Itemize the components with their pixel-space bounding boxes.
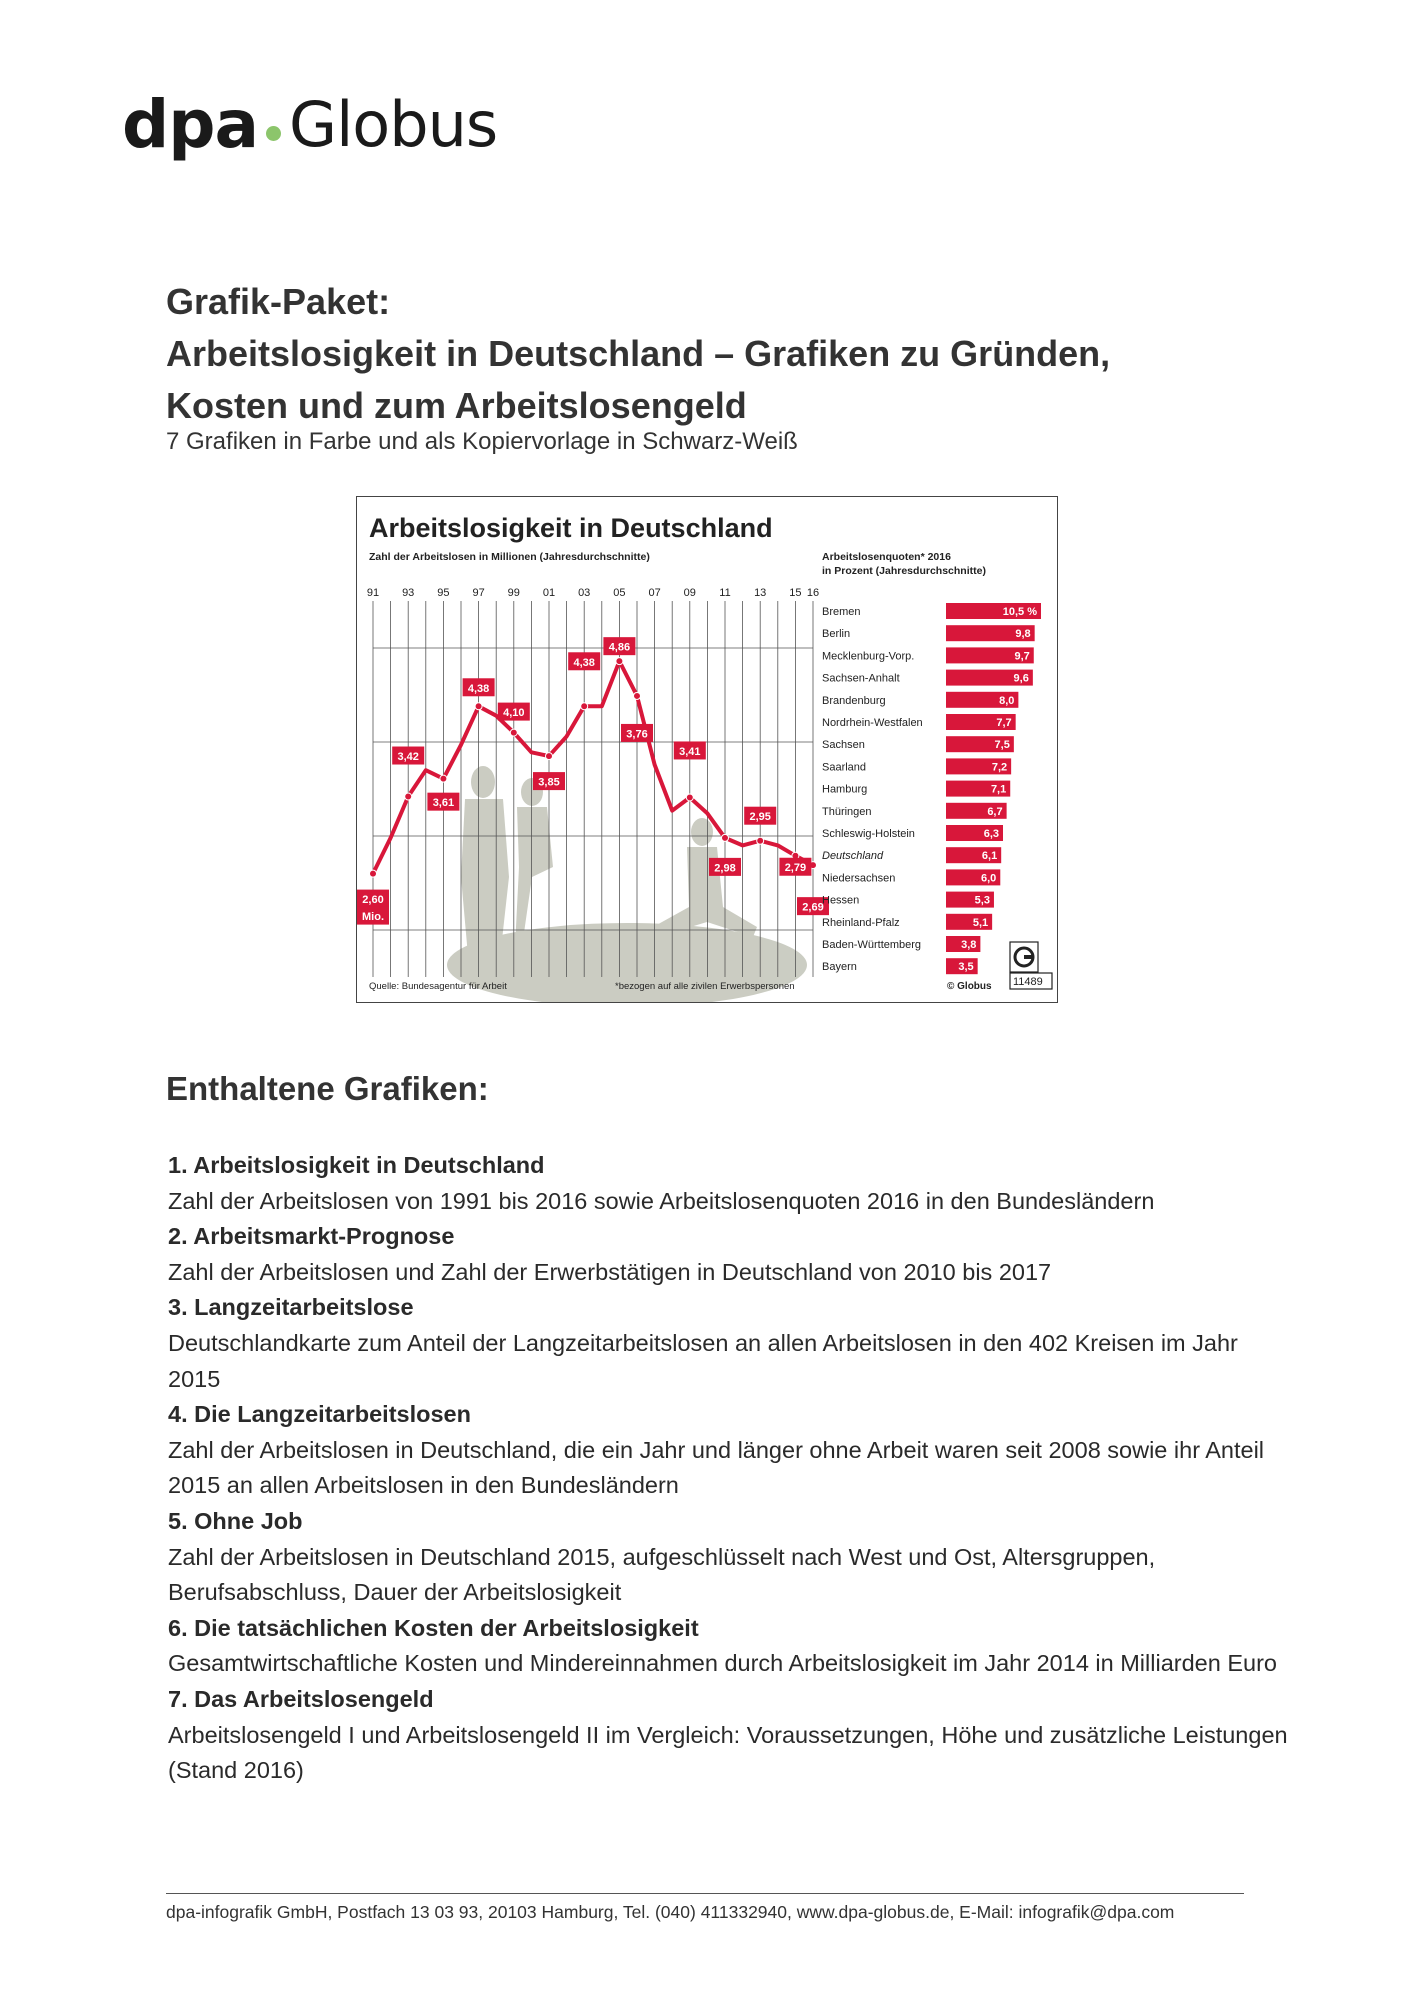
content-item-title: 7. Das Arbeitslosengeld: [168, 1685, 434, 1712]
content-item: [168, 1219, 1288, 1290]
bar-category-label: Thüringen: [822, 805, 872, 818]
bar-category-label: Brandenburg: [822, 694, 886, 707]
year-tick-label: 93: [402, 587, 415, 599]
year-tick-label: 15: [789, 587, 802, 599]
bar-value-label: 3,8: [961, 939, 977, 951]
line-point: [546, 753, 553, 760]
page-subtitle: 7 Grafiken in Farbe und als Kopiervorlage in Schwarz-Weiß: [166, 428, 798, 455]
logo-globus-text: Globus: [289, 88, 498, 161]
infographic-code: 11489: [1013, 976, 1043, 988]
bar-value-label: 6,3: [983, 828, 999, 840]
year-tick-label: 95: [437, 587, 450, 599]
bar-value-label: 5,3: [974, 894, 990, 907]
content-item: [168, 1148, 1288, 1219]
line-point: [634, 692, 641, 699]
line-point: [686, 794, 693, 801]
content-item-description: Zahl der Arbeitslosen von 1991 bis 2016 sowie Arbeitslosenquoten 2016 in den Bundesländern: [168, 1187, 1155, 1214]
bar-category-label: Mecklenburg-Vorp.: [822, 650, 915, 663]
year-tick-label: 01: [542, 587, 556, 599]
line-data-label: 4,10: [503, 707, 525, 720]
content-item-description: Zahl der Arbeitslosen und Zahl der Erwerbstätigen in Deutschland von 2010 bis 2017: [168, 1258, 1052, 1285]
bar-value-label: 6,0: [980, 872, 997, 885]
content-item-description: Gesamtwirtschaftliche Kosten und Mindereinnahmen durch Arbeitslosigkeit im Jahr 2014 in Milliarden Euro: [168, 1650, 1277, 1677]
year-tick-label: 03: [578, 587, 591, 599]
infographic-source: Quelle: Bundesagentur für Arbeit: [369, 981, 507, 992]
contents-title: Enthaltene Grafiken:: [166, 1070, 489, 1107]
bar-category-label: Deutschland: [822, 850, 884, 863]
infographic-right-subtitle-2: in Prozent (Jahresdurchschnitte): [822, 565, 986, 577]
footer-divider: [166, 1893, 1244, 1894]
line-data-label: 4,38: [467, 682, 490, 695]
bar-value-label: 3,5: [958, 961, 974, 974]
content-item: [168, 1682, 1288, 1789]
content-item-description: Zahl der Arbeitslosen in Deutschland 2015, aufgeschlüsselt nach West und Ost, Altersgruppen, Berufsabschluss, Dauer der Arbeitslosigkeit: [168, 1543, 1156, 1606]
title-line-2: Arbeitslosigkeit in Deutschland – Grafiken zu Gründen,: [166, 333, 1111, 374]
line-data-label: 4,86: [608, 641, 631, 654]
line-data-label: 3,61: [432, 797, 455, 810]
line-data-label: 3,85: [538, 776, 560, 789]
year-tick-label: 13: [754, 587, 767, 599]
line-data-labels: [357, 637, 829, 924]
line-data-label: Mio.: [362, 911, 384, 924]
line-data-label: 3,41: [679, 745, 701, 758]
line-point: [440, 775, 447, 782]
bar-value-label: 6,1: [981, 850, 998, 863]
line-data-label: 2,69: [802, 901, 824, 914]
bar-chart-quoten: [822, 603, 1041, 974]
content-item-description: Deutschlandkarte zum Anteil der Langzeitarbeitslosen an allen Arbeitslosen in den 402 Kreisen im Jahr 2015: [168, 1329, 1238, 1392]
line-point: [616, 658, 623, 665]
bar-value-label: 9,8: [1015, 628, 1031, 641]
line-point: [722, 834, 729, 841]
bar-value-label: 6,7: [987, 805, 1003, 818]
content-item-title: 1. Arbeitslosigkeit in Deutschland: [168, 1152, 545, 1178]
bar-value-label: 10,5 %: [1002, 606, 1037, 618]
content-item: [168, 1611, 1288, 1682]
content-item: [168, 1397, 1288, 1504]
content-item-description: Zahl der Arbeitslosen in Deutschland, die ein Jahr und länger ohne Arbeit waren seit 2008 sowie ihr Anteil 2015 an allen Arbeitslosen in den Bundesländern: [168, 1436, 1265, 1499]
bar-category-label: Bremen: [822, 606, 861, 618]
content-item-title: 3. Langzeitarbeitslose: [168, 1294, 414, 1321]
line-data-label: 2,79: [784, 862, 807, 875]
line-data-label: 3,76: [626, 728, 648, 741]
line-data-label: 2,95: [749, 811, 771, 824]
content-item-description: Arbeitslosengeld I und Arbeitslosengeld II im Vergleich: Voraussetzungen, Höhe und zusätzliche Leistungen (Stand 2016): [168, 1721, 1288, 1784]
year-tick-label: 09: [683, 587, 696, 599]
infographic-copyright: © Globus: [947, 981, 992, 992]
line-point: [510, 729, 517, 736]
bar-category-label: Hamburg: [822, 783, 868, 796]
line-point: [370, 870, 377, 877]
line-data-label: 2,98: [714, 862, 736, 875]
bar-category-label: Niedersachsen: [822, 872, 896, 885]
page-title: [166, 276, 1110, 432]
infographic-right-subtitle-1: Arbeitslosenquoten* 2016: [822, 551, 951, 563]
line-point: [405, 793, 412, 800]
bar-category-label: Sachsen: [822, 739, 865, 752]
content-item: [168, 1290, 1288, 1397]
line-series-arbeitslose: [373, 661, 813, 873]
line-point: [581, 703, 588, 710]
logo-dpa-text: dpa: [122, 86, 259, 163]
logo-dot-icon: [266, 126, 281, 141]
bar-value-label: 7,1: [990, 783, 1007, 796]
title-line-3: Kosten und zum Arbeitslosengeld: [166, 385, 747, 426]
bar-category-label: Saarland: [822, 761, 867, 774]
footer-contact: dpa-infografik GmbH, Postfach 13 03 93, 20103 Hamburg, Tel. (040) 411332940, www.dpa-globus.de, E-Mail: infografik@dpa.com: [166, 1902, 1175, 1922]
bar-category-label: Rheinland-Pfalz: [822, 916, 900, 929]
bar-value-label: 9,7: [1014, 650, 1030, 663]
line-point: [757, 837, 764, 844]
year-tick-labels: [367, 587, 819, 599]
content-item: [168, 1504, 1288, 1611]
year-tick-label: 07: [648, 587, 661, 599]
bar-category-label: Hessen: [822, 894, 860, 907]
bar-category-label: Baden-Württemberg: [822, 939, 922, 951]
line-data-label: 4,38: [573, 656, 595, 669]
bar-category-label: Bayern: [822, 961, 857, 974]
line-point: [475, 703, 482, 710]
year-tick-label: 11: [719, 587, 731, 599]
dpa-globus-logo: [122, 86, 498, 163]
line-data-label: 3,42: [397, 751, 419, 764]
title-line-1: Grafik-Paket:: [166, 281, 391, 322]
year-tick-label: 16: [806, 587, 820, 599]
content-item-title: 5. Ohne Job: [168, 1507, 303, 1534]
bar-value-label: 8,0: [999, 694, 1015, 707]
bar-category-label: Schleswig-Holstein: [822, 828, 915, 840]
infographic-title: Arbeitslosigkeit in Deutschland: [369, 513, 773, 543]
people-silhouette-icon: [447, 766, 807, 1002]
infographic-footnote: *bezogen auf alle zivilen Erwerbspersonen: [615, 981, 795, 992]
year-tick-label: 91: [366, 587, 380, 599]
infographic-preview: [356, 496, 1058, 1003]
content-item-title: 2. Arbeitsmarkt-Prognose: [168, 1223, 455, 1250]
bar-value-label: 5,1: [972, 916, 989, 929]
year-tick-label: 97: [472, 587, 485, 599]
line-data-label: 2,60: [362, 894, 384, 907]
content-item-title: 6. Die tatsächlichen Kosten der Arbeitslosigkeit: [168, 1614, 699, 1641]
bar-value-label: 7,5: [994, 739, 1010, 752]
content-item-title: 4. Die Langzeitarbeitslosen: [168, 1401, 471, 1428]
bar-category-label: Berlin: [822, 628, 851, 641]
year-tick-label: 05: [613, 587, 626, 599]
bar-category-label: Nordrhein-Westfalen: [822, 717, 923, 729]
year-tick-label: 99: [507, 587, 520, 599]
bar-value-label: 7,2: [991, 761, 1008, 774]
bar-category-label: Sachsen-Anhalt: [822, 672, 900, 685]
bar-value-label: 9,6: [1013, 672, 1029, 685]
infographic-left-subtitle: Zahl der Arbeitslosen in Millionen (Jahresdurchschnitte): [369, 551, 650, 563]
bar-value-label: 7,7: [996, 717, 1012, 729]
infographic-svg: [357, 497, 1057, 1002]
contents-list: [168, 1148, 1288, 1789]
